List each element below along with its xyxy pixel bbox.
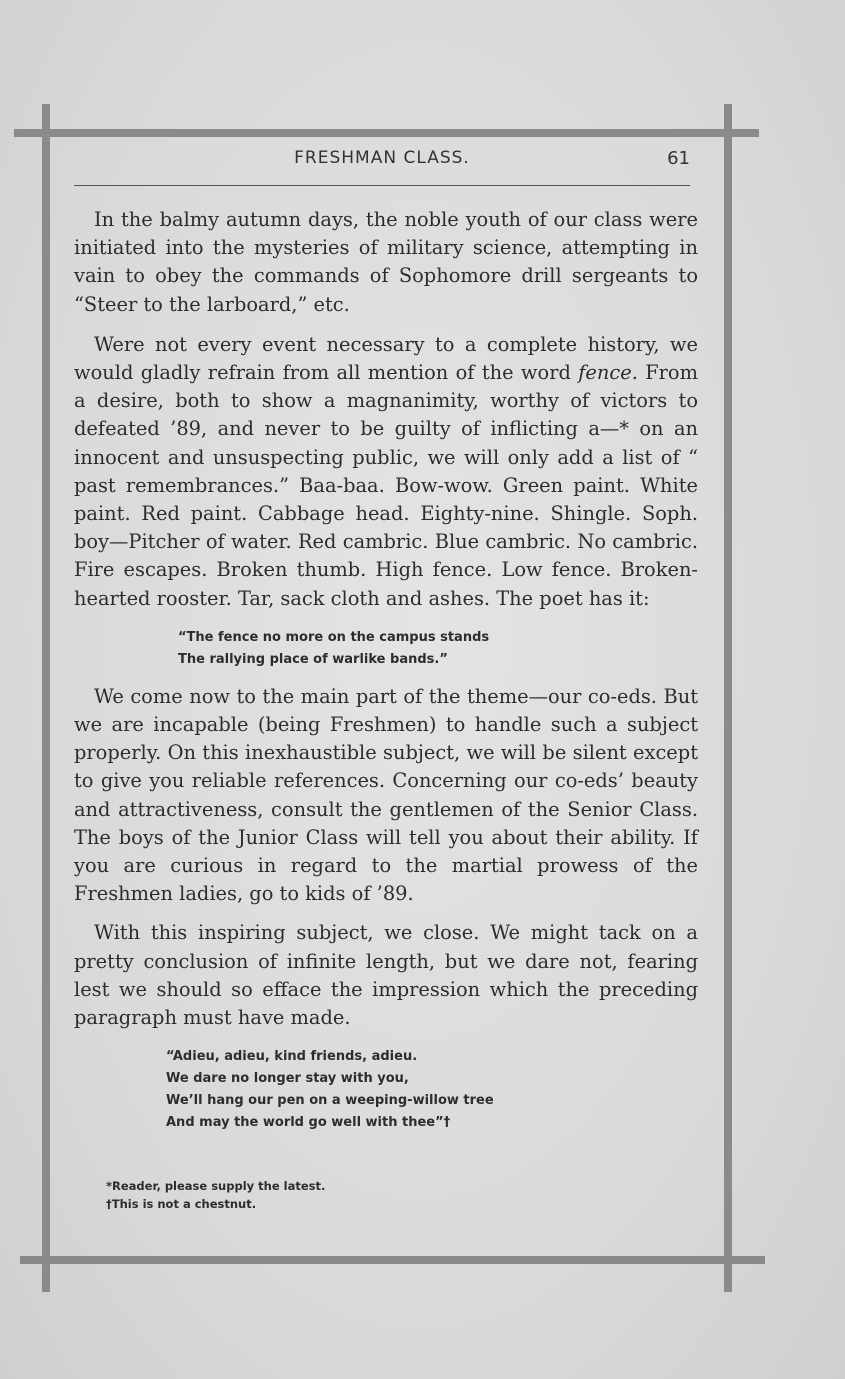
frame-rule-right [724, 104, 732, 1292]
footnote-dagger: †This is not a chestnut. [106, 1197, 257, 1211]
footnote-asterisk: *Reader, please supply the latest. [106, 1179, 326, 1193]
frame-rule-top [14, 129, 759, 137]
running-title: FRESHMAN CLASS. [294, 148, 470, 168]
footnotes [106, 1177, 325, 1213]
fence-word: fence. [578, 361, 638, 385]
page-number: 61 [667, 148, 690, 169]
verse-line: And may the world go well with thee”† [166, 1115, 451, 1131]
verse-line: We dare no longer stay with you, [166, 1071, 409, 1087]
verse-line: We’ll hang our pen on a weeping-willow tree [166, 1093, 494, 1109]
verse-line: “Adieu, adieu, kind friends, adieu. [166, 1049, 418, 1065]
frame-rule-left [42, 104, 50, 1292]
paragraph-autumn-drill: In the balmy autumn days, the noble youth of our class were initiated into the mysteries of military science, attempting in vain to obey the commands of Sophomore drill sergeants to “Steer to the larboard,” etc. [74, 208, 698, 316]
frame-rule-bottom [20, 1256, 765, 1264]
verse-line: “The fence no more on the campus stands [178, 629, 490, 645]
body-text [74, 206, 698, 1134]
verse-fence [74, 627, 698, 671]
header-rule [74, 185, 690, 186]
paragraph-closing: With this inspiring subject, we close. We might tack on a pretty conclusion of infinite length, but we dare not, fearing lest we should so efface the impression which the preceding paragraph must have made. [74, 921, 698, 1030]
paragraph-fence [74, 331, 698, 613]
paragraph-fence-text-a: Were not every event necessary to a complete history, we would gladly refrain from all mention of the word [74, 332, 698, 385]
paragraph-fence-text-b: From a desire, both to show a magnanimity, worthy of victors to defeated ’89, and never to be guilty of inflicting a—* on an innocent and unsuspecting public, we will only add a list of “ past remembrances.” Baa-baa. Bow-wow. Green paint. White paint. Red paint. Cabbage head. Eighty-nine. Shingle. Soph. boy—Pitcher of water. Red cambric. Blue cambric. No cambric. Fire escapes. Broken thumb. High fence. Low fence. Broken-hearted rooster. Tar, sack cloth and ashes. The poet has it: [74, 361, 698, 610]
verse-adieu [74, 1046, 698, 1134]
verse-line: The rallying place of warlike bands.” [178, 651, 448, 667]
paragraph-co-eds: We come now to the main part of the theme—our co-eds. But we are incapable (being Freshmen) to handle such a subject properly. On this inexhaustible subject, we will be silent except to give you reliable references. Concerning our co-eds’ beauty and attractiveness, consult the gentlemen of the Senior Class. The boys of the Junior Class will tell you about their ability. If you are curious in regard to the martial prowess of the Freshmen ladies, go to kids of ’89. [74, 684, 698, 906]
page-header [74, 148, 690, 178]
